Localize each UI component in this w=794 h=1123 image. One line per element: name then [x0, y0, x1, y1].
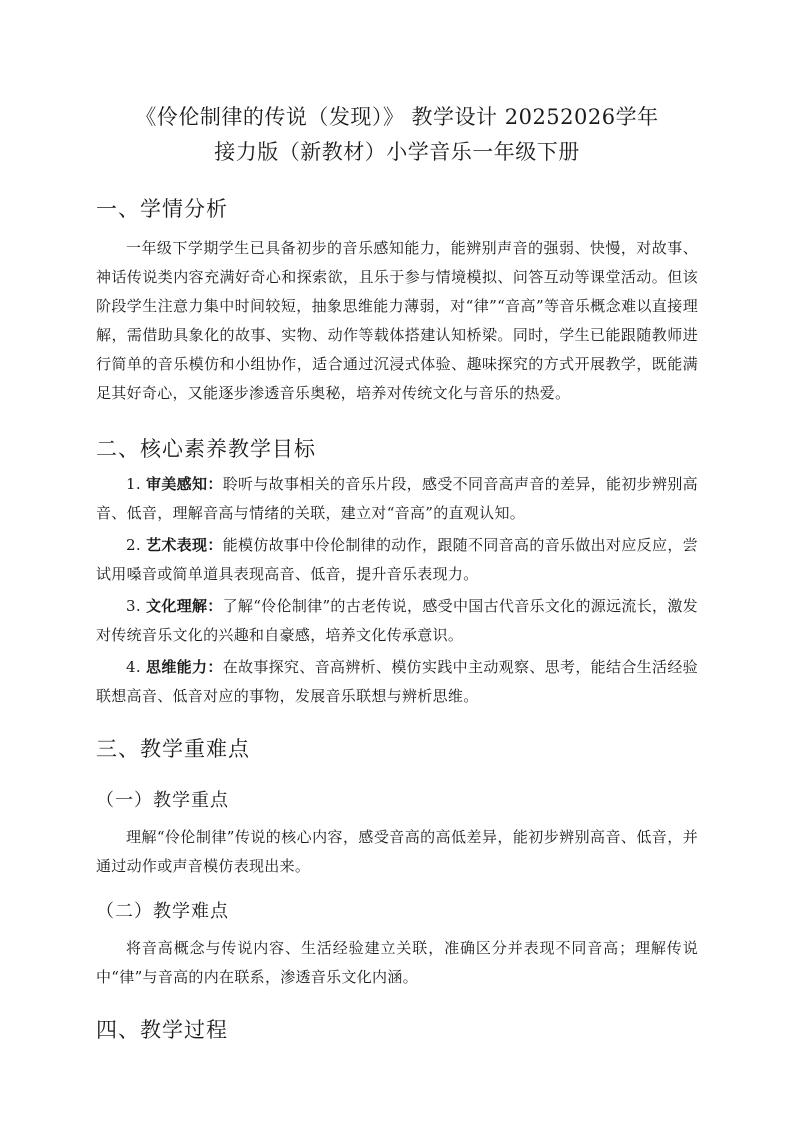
document-page	[96, 96, 698, 1045]
goal-label: 艺术表现：	[146, 536, 223, 554]
goal-text: 在故事探究、音高辨析、模仿实践中主动观察、思考，能结合生活经验联想高音、低音对应的事物，发展音乐联想与辨析思维。	[96, 658, 698, 705]
section-heading-key-points: 三、教学重难点	[96, 737, 250, 761]
teaching-focus-paragraph: 理解“伶伦制律”传说的核心内容，感受音高的高低差异，能初步辨别高音、低音，并通过动作或声音模仿表现出来。	[96, 828, 698, 875]
goal-label: 思维能力：	[146, 658, 223, 676]
goal-text: 能模仿故事中伶伦制律的动作，跟随不同音高的音乐做出对应反应，尝试用嗓音或简单道具表现高音、低音，提升音乐表现力。	[96, 536, 698, 583]
goal-label: 审美感知：	[146, 475, 223, 493]
section-heading-learner-analysis: 一、学情分析	[96, 197, 228, 221]
title-line-2: 接力版（新教材）小学音乐一年级下册	[214, 140, 580, 164]
learner-analysis-paragraph: 一年级下学期学生已具备初步的音乐感知能力，能辨别声音的强弱、快慢，对故事、神话传说类内容充满好奇心和探索欲，且乐于参与情境模拟、问答互动等课堂活动。但该阶段学生注意力集中时间较短，抽象思维能力薄弱，对“律”“音高”等音乐概念难以直接理解，需借助具象化的故事、实物、动作等载体搭建认知桥梁。同时，学生已能跟随教师进行简单的音乐模仿和小组协作，适合通过沉浸式体验、趣味探究的方式开展教学，既能满足其好奇心，又能逐步渗透音乐奥秘，培养对传统文化与音乐的热爱。	[96, 239, 698, 402]
subheading-teaching-difficulty: （二）教学难点	[96, 901, 229, 922]
section-heading-teaching-process: 四、教学过程	[96, 1018, 228, 1042]
goal-item	[96, 531, 698, 589]
goal-number: 3.	[126, 597, 146, 615]
subheading-teaching-focus: （一）教学重点	[96, 790, 229, 811]
goal-label: 文化理解：	[146, 597, 223, 615]
document-title	[96, 100, 698, 170]
goal-number: 1.	[126, 475, 147, 493]
goal-item	[96, 592, 698, 650]
goal-item	[96, 470, 698, 528]
goal-text: 聆听与故事相关的音乐片段，感受不同音高声音的差异，能初步辨别高音、低音，理解音高与情绪的关联，建立对“音高”的直观认知。	[96, 475, 698, 522]
title-line-1: 《伶伦制律的传说（发现）》 教学设计 20252026学年	[135, 105, 659, 129]
goal-text: 了解“伶伦制律”的古老传说，感受中国古代音乐文化的源远流长，激发对传统音乐文化的兴趣和自豪感，培养文化传承意识。	[96, 597, 698, 644]
teaching-goals-list	[96, 470, 698, 711]
section-heading-teaching-goals: 二、核心素养教学目标	[96, 437, 316, 461]
goal-number: 2.	[126, 536, 147, 554]
teaching-difficulty-paragraph: 将音高概念与传说内容、生活经验建立关联，准确区分并表现不同音高；理解传说中“律”与音高的内在联系，渗透音乐文化内涵。	[96, 939, 698, 986]
goal-number: 4.	[126, 658, 147, 676]
goal-item	[96, 653, 698, 711]
